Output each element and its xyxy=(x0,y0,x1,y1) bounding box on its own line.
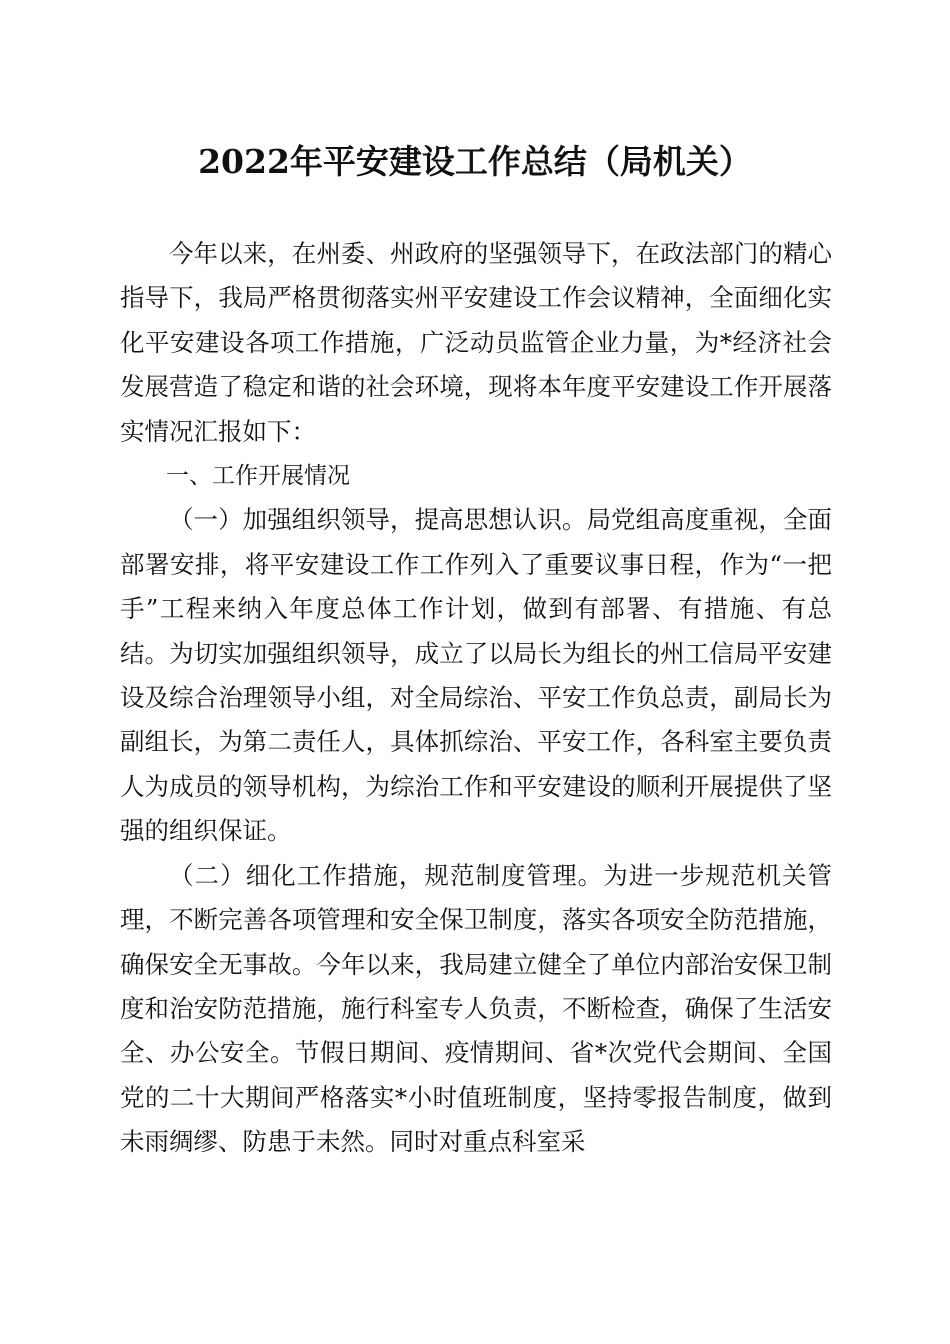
document-body xyxy=(120,232,832,1165)
item-2-text: 为进一步规范机关管理，不断完善各项管理和安全保卫制度，落实各项安全防范措施，确保安全无事故。今年以来，我局建立健全了单位内部治安保卫制度和治安防范措施，施行科室专人负责，不断检查，确保了生活安全、办公安全。节假日期间、疫情期间、省*次党代会期间、全国党的二十大期间严格落实*小时值班制度，坚持零报告制度，做到未雨绸缪、防患于未然。同时对重点科室采 xyxy=(120,860,833,1157)
item-1-paragraph xyxy=(120,498,832,853)
document-title: 2022年平安建设工作总结（局机关） xyxy=(198,142,752,181)
intro-paragraph: 今年以来，在州委、州政府的坚强领导下，在政法部门的精心指导下，我局严格贯彻落实州平安建设工作会议精神，全面细化实化平安建设各项工作措施，广泛动员监管企业力量，为*经济社会发展营造了稳定和谐的社会环境，现将本年度平安建设工作开展落实情况汇报如下： xyxy=(120,239,832,446)
item-1-text: 局党组高度重视，全面部署安排，将平安建设工作工作列入了重要议事日程，作为“一把手”工程来纳入年度总体工作计划，做到有部署、有措施、有总结。为切实加强组织领导，成立了以局长为组长的州工信局平安建设及综合治理领导小组，对全局综治、平安工作负总责，副局长为副组长，为第二责任人，具体抓综治、平安工作，各科室主要负责人为成员的领导机构，为综治工作和平安建设的顺利开展提供了坚强的组织保证。 xyxy=(120,505,833,846)
section-heading: 一、工作开展情况 xyxy=(166,463,350,490)
item-2-paragraph xyxy=(120,854,832,1165)
item-2-lead: （二）细化工作措施，规范制度管理。 xyxy=(169,860,604,890)
item-1-lead: （一）加强组织领导，提高思想认识。 xyxy=(169,505,587,535)
